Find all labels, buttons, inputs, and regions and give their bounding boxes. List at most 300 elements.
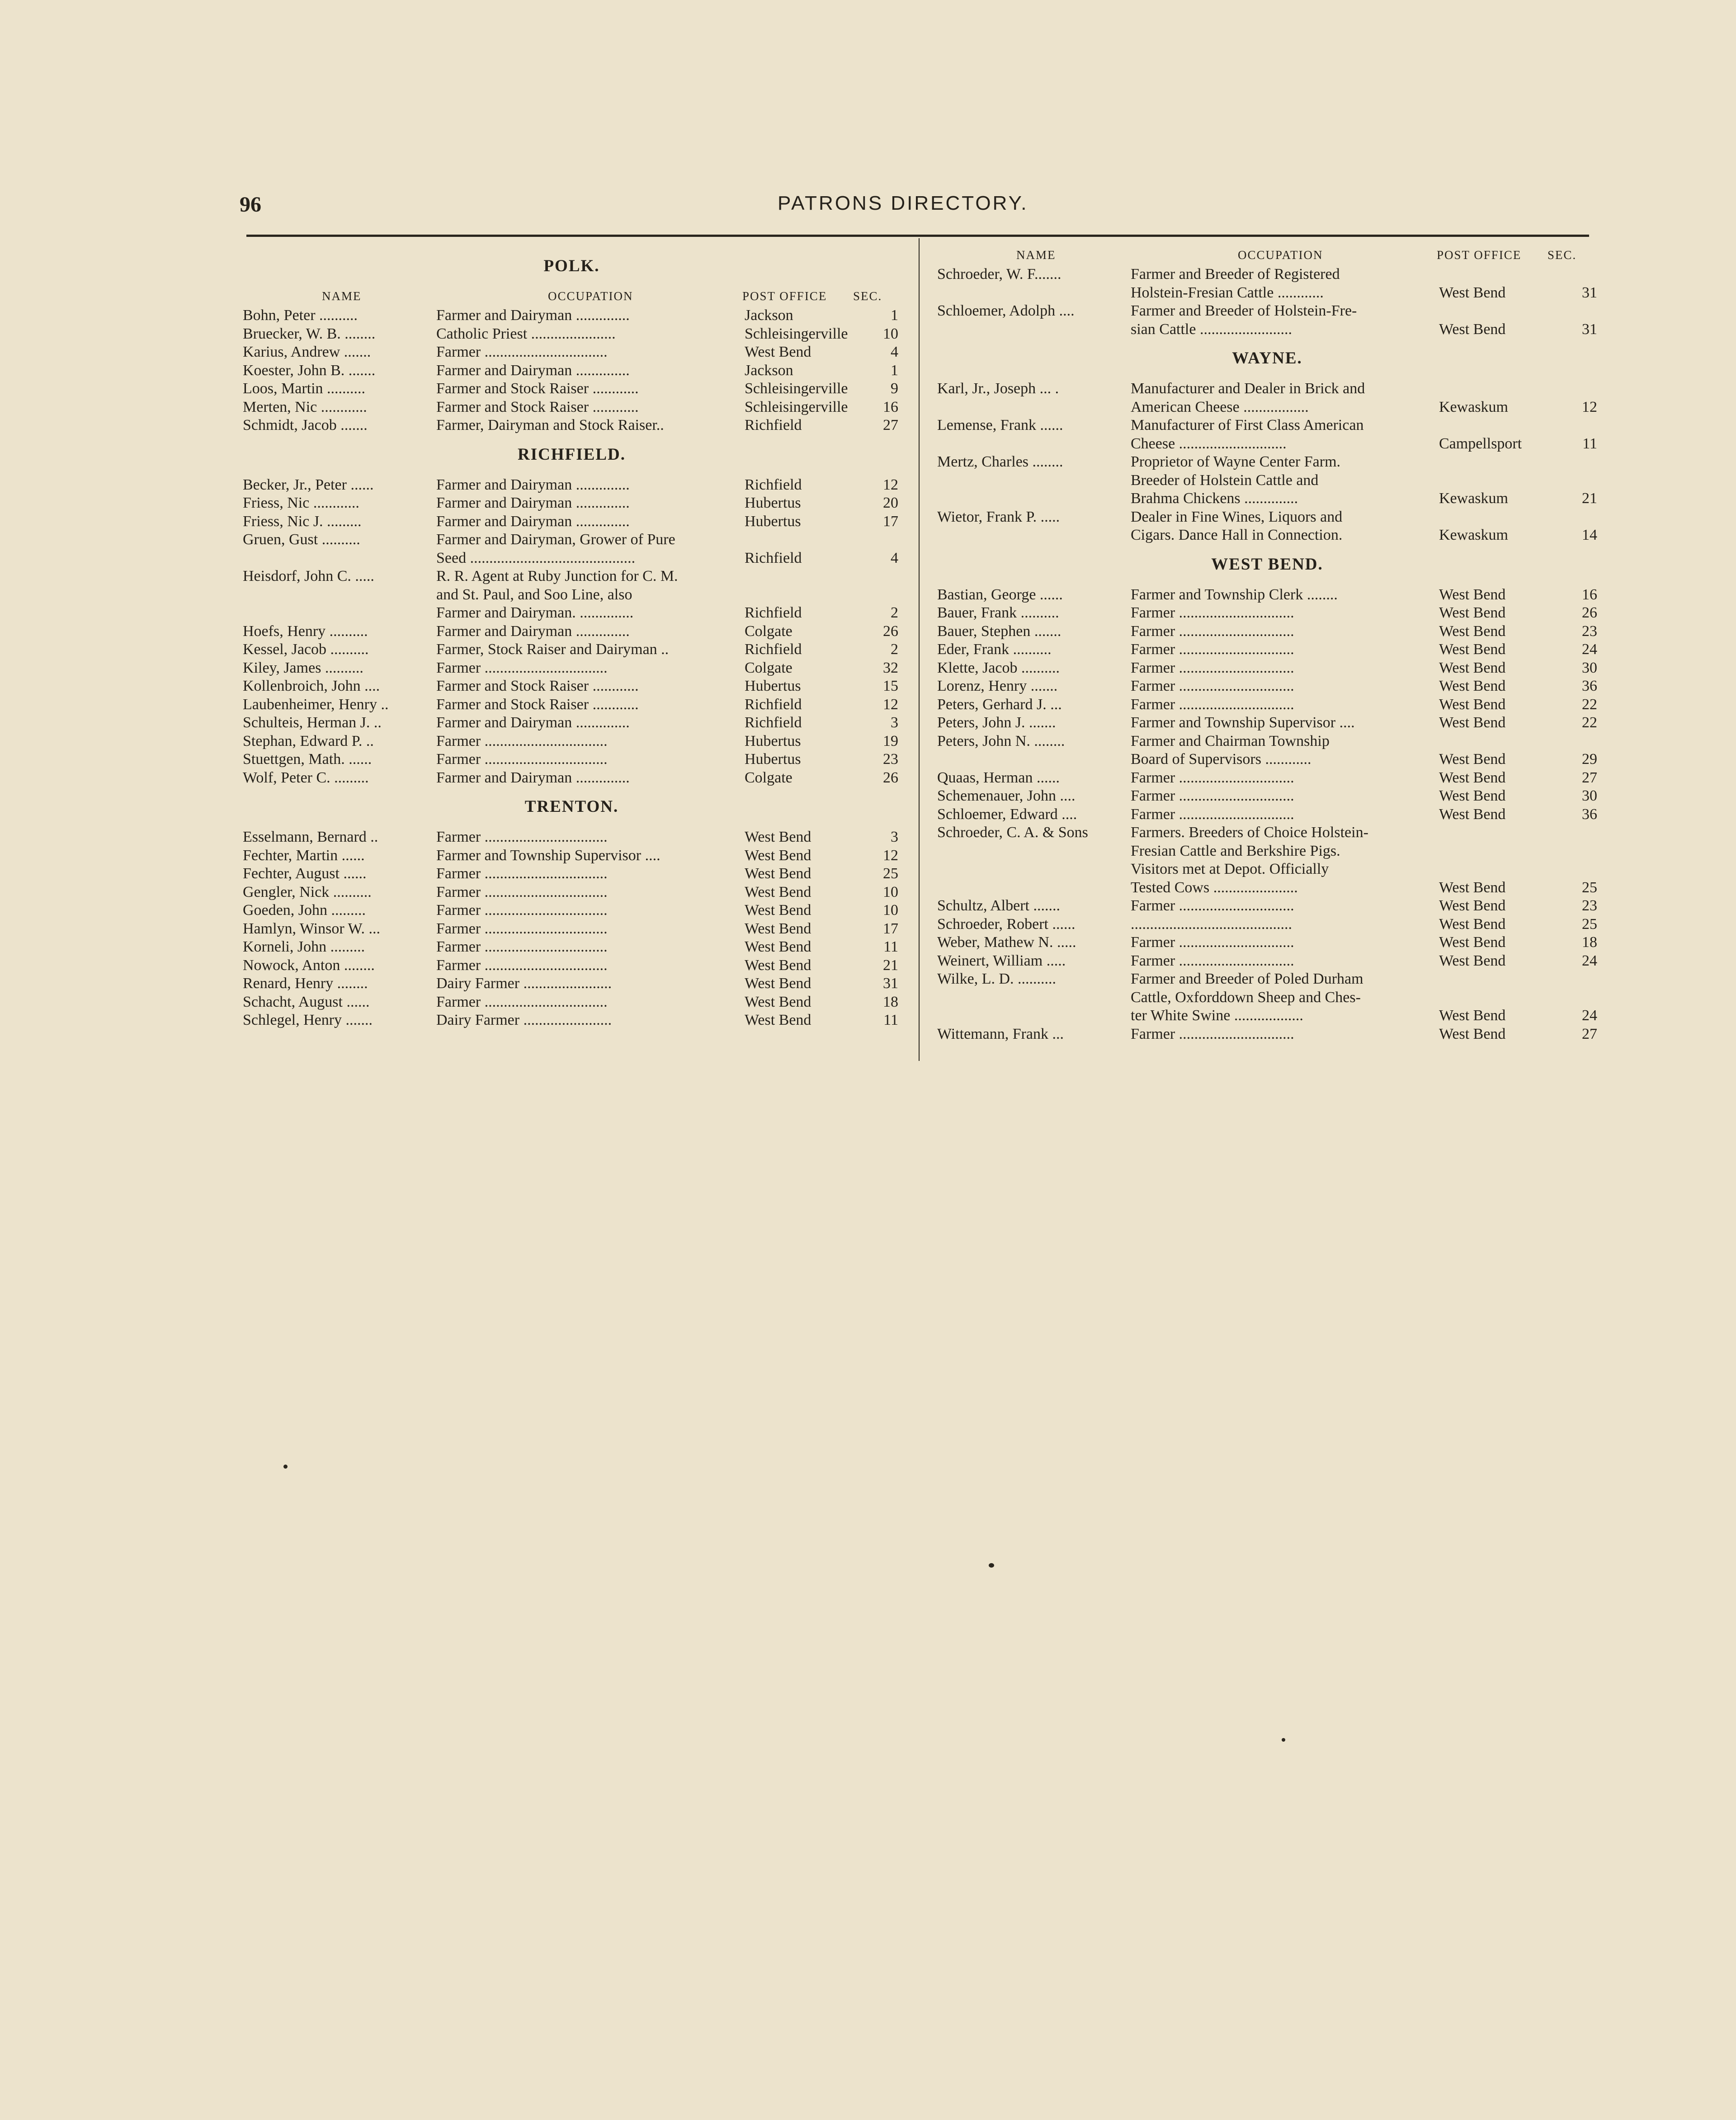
entry-section: 21 [1582,490,1597,507]
entry-name: Schlegel, Henry ....... [243,1012,373,1028]
directory-entry [243,975,901,993]
entry-section: 2 [891,641,898,658]
entry-occupation: .......................................... [1131,915,1292,933]
entry-name: Kiley, James .......... [243,659,363,676]
entry-section: 2 [891,604,898,621]
entry-occupation: Farmer ................................ [436,732,608,749]
entry-section: 15 [883,678,898,694]
entry-section: 18 [1582,934,1597,951]
entry-occupation: Catholic Priest ...................... [436,325,616,342]
entry-post-office: Colgate [745,659,793,676]
entry-section: 12 [883,847,898,864]
entry-post-office: Campellsport [1439,435,1522,452]
entry-name: Kessel, Jacob .......... [243,641,369,658]
entry-section: 16 [1582,586,1597,603]
entry-post-office: Colgate [745,769,793,786]
entry-post-office: West Bend [745,883,811,900]
entry-name: Quaas, Herman ...... [937,769,1060,786]
entry-post-office: West Bend [1439,678,1506,694]
running-header: PATRONS DIRECTORY. [778,192,1028,214]
entry-name: Renard, Henry ........ [243,975,368,992]
entry-section: 16 [883,398,898,415]
left-column [243,246,901,1030]
directory-entry [937,970,1597,1025]
entry-post-office: West Bend [745,847,811,864]
entry-occupation: Farmer .............................. [1131,622,1294,640]
entry-occupation: Farmer and Dairyman .............. [436,513,630,530]
directory-entry [243,938,901,956]
entry-name: Schroeder, Robert ...... [937,915,1076,933]
entry-section: 20 [883,495,898,511]
entry-section: 10 [883,325,898,342]
header-name: NAME [322,289,362,303]
entry-section: 17 [883,513,898,530]
entry-name: Wietor, Frank P. ..... [937,508,1060,525]
directory-entry [243,494,901,513]
entry-post-office: West Bend [1439,714,1506,731]
directory-entry [243,956,901,975]
entry-section: 30 [1582,659,1597,676]
entry-name: Gruen, Gust .......... [243,531,360,548]
entry-occupation: Farmer ................................ [436,993,608,1010]
entry-occupation: Farmer and Dairyman .............. [436,495,630,511]
directory-entry [243,306,901,325]
entry-section: 9 [891,380,898,397]
entry-name: Klette, Jacob .......... [937,659,1060,676]
entry-post-office: Jackson [745,362,793,379]
entry-name: Karius, Andrew ....... [243,344,371,360]
entry-occupation: Farmer .............................. [1131,897,1294,914]
ink-speck [283,1465,288,1469]
entry-name: Korneli, John ......... [243,938,365,955]
entry-section: 3 [891,829,898,845]
entry-occupation: Farmer and Breeder of Holstein-Fre- sian Cattle ........................ [1131,302,1357,338]
entry-section: 24 [1582,641,1597,658]
entry-name: Bohn, Peter .......... [243,307,358,324]
directory-entry [243,325,901,344]
directory-entry [937,806,1597,824]
directory-entry [937,769,1597,787]
entry-name: Loos, Martin .......... [243,380,366,397]
directory-entry [243,865,901,883]
entry-occupation: Farmer .............................. [1131,769,1294,786]
entry-name: Schemenauer, John .... [937,787,1076,804]
entry-occupation: Farmer ................................ [436,920,608,937]
right-column [937,246,1597,1043]
entry-post-office: West Bend [1439,934,1506,951]
entry-post-office: West Bend [745,902,811,919]
entry-occupation: Farmer and Dairyman .............. [436,769,630,786]
entry-post-office: West Bend [1439,604,1506,621]
entry-occupation: Farmer and Dairyman .............. [436,714,630,731]
header-post-office: POST OFFICE [742,289,827,303]
entry-post-office: Hubertus [745,732,801,749]
entry-name: Goeden, John ......... [243,902,366,919]
directory-entry [243,1011,901,1030]
entry-section: 26 [883,622,898,640]
entry-section: 12 [883,696,898,713]
entry-occupation: Farmer ................................ [436,829,608,845]
entry-occupation: Farmer and Township Supervisor .... [1131,714,1355,731]
entry-occupation: Farmer and Stock Raiser ............ [436,678,639,694]
directory-entry [243,622,901,641]
entry-post-office: West Bend [1439,1007,1506,1024]
entry-section: 1 [891,362,898,379]
entry-post-office: Hubertus [745,495,801,511]
entry-section: 25 [883,865,898,882]
header-rule [246,235,1589,237]
directory-entry [243,732,901,751]
entry-name: Nowock, Anton ........ [243,956,375,974]
entry-section: 31 [883,975,898,992]
entry-post-office: West Bend [745,938,811,955]
directory-entry [937,265,1597,302]
entry-post-office: West Bend [745,956,811,974]
entry-occupation: Farmer and Township Supervisor .... [436,847,660,864]
entry-post-office: West Bend [1439,769,1506,786]
directory-entry [937,915,1597,934]
entry-name: Schloemer, Adolph .... [937,302,1075,319]
entry-section: 36 [1582,806,1597,823]
entry-occupation: Farmer .............................. [1131,604,1294,621]
directory-entry [937,732,1597,769]
entry-post-office: West Bend [1439,284,1506,301]
entry-occupation: Dairy Farmer ....................... [436,1012,612,1028]
directory-entry [937,952,1597,970]
entry-post-office: Richfield [745,641,802,658]
entry-occupation: Farmer, Dairyman and Stock Raiser.. [436,417,664,433]
entry-post-office: Schleisingerville [745,398,848,415]
entry-post-office: Hubertus [745,513,801,530]
directory-entry [937,604,1597,622]
entry-name: Bauer, Frank .......... [937,604,1059,621]
directory-entry [937,824,1597,897]
entry-name: Kollenbroich, John .... [243,678,380,694]
header-occupation: OCCUPATION [1238,248,1323,262]
entry-occupation: Farmer and Breeder of Poled Durham Cattle, Oxforddown Sheep and Ches- ter White Swine .................. [1131,970,1363,1024]
entry-post-office: Richfield [745,714,802,731]
section-title: POLK. [543,257,600,275]
entry-name: Heisdorf, John C. ..... [243,568,374,584]
entry-name: Bastian, George ...... [937,586,1063,603]
column-headers [937,246,1597,265]
entry-post-office: Kewaskum [1439,490,1508,507]
entry-section: 14 [1582,527,1597,543]
entry-name: Peters, John N. ........ [937,732,1065,749]
entry-section: 3 [891,714,898,731]
entry-section: 17 [883,920,898,937]
entry-name: Gengler, Nick .......... [243,883,372,900]
entry-section: 31 [1582,284,1597,301]
directory-entry [937,1025,1597,1044]
entry-name: Schloemer, Edward .... [937,806,1077,823]
entry-section: 26 [1582,604,1597,621]
entry-section: 4 [891,549,898,566]
ink-speck [1282,1738,1285,1742]
entry-section: 1 [891,307,898,324]
entry-name: Esselmann, Bernard .. [243,829,378,845]
entry-post-office: Schleisingerville [745,380,848,397]
entry-section: 23 [1582,622,1597,640]
entry-name: Weinert, William ..... [937,952,1066,969]
directory-entry [243,380,901,398]
entry-post-office: West Bend [1439,879,1506,896]
entry-name: Mertz, Charles ........ [937,453,1063,470]
directory-entry [243,920,901,938]
entry-name: Fechter, August ...... [243,865,367,882]
entry-section: 21 [883,956,898,974]
entry-post-office: Richfield [745,696,802,713]
entry-occupation: Farmer and Stock Raiser ............ [436,398,639,415]
directory-entry [243,901,901,920]
entry-section: 23 [883,751,898,768]
entry-name: Friess, Nic J. ......... [243,513,362,530]
directory-entry [937,508,1597,545]
entry-occupation: Farmer and Breeder of Registered Holstein-Fresian Cattle ............ [1131,266,1340,301]
entry-post-office: Richfield [745,604,802,621]
directory-entry [937,641,1597,659]
directory-entry [937,696,1597,714]
directory-entry [243,659,901,678]
entry-post-office: Kewaskum [1439,398,1508,415]
entry-occupation: Manufacturer and Dealer in Brick and American Cheese ................. [1131,380,1365,415]
entry-section: 11 [1582,435,1597,452]
entry-occupation: Farmer .............................. [1131,952,1294,969]
entry-occupation: Farmer .............................. [1131,641,1294,658]
entry-name: Wolf, Peter C. ......... [243,769,369,786]
entry-post-office: Kewaskum [1439,527,1508,543]
entry-section: 27 [1582,769,1597,786]
entry-section: 25 [1582,915,1597,933]
entry-occupation: Farmer ................................ [436,902,608,919]
entry-occupation: Farmer ................................ [436,751,608,768]
entry-occupation: Farmer, Stock Raiser and Dairyman .. [436,641,669,658]
entry-name: Schultz, Albert ....... [937,897,1060,914]
entry-occupation: Farmer ................................ [436,344,608,360]
entry-occupation: Farmer and Chairman Township Board of Supervisors ............ [1131,732,1330,768]
directory-entry [243,476,901,495]
entry-occupation: Farmer ................................ [436,956,608,974]
entry-section: 11 [883,938,898,955]
column-divider [919,238,920,1061]
entry-post-office: West Bend [1439,787,1506,804]
directory-entry [243,531,901,567]
entry-section: 19 [883,732,898,749]
entry-name: Weber, Mathew N. ..... [937,934,1076,951]
entry-occupation: Farmer .............................. [1131,806,1294,823]
entry-post-office: Colgate [745,622,793,640]
entry-occupation: Proprietor of Wayne Center Farm. Breeder of Holstein Cattle and Brahma Chickens .............. [1131,453,1341,507]
directory-entry [243,714,901,732]
entry-post-office: West Bend [745,344,811,360]
entry-section: 24 [1582,952,1597,969]
directory-entry [937,714,1597,732]
header-sec: SEC. [1547,248,1577,262]
entry-post-office: West Bend [745,829,811,845]
entry-name: Stephan, Edward P. .. [243,732,374,749]
entry-name: Peters, John J. ....... [937,714,1056,731]
directory-entry [243,513,901,531]
entry-post-office: Richfield [745,417,802,433]
entry-section: 30 [1582,787,1597,804]
entry-name: Friess, Nic ............ [243,495,359,511]
column-headers [243,287,901,306]
directory-entry [243,993,901,1012]
directory-entry [243,828,901,847]
entry-section: 27 [1582,1025,1597,1042]
entry-name: Schroeder, W. F....... [937,266,1061,283]
entry-occupation: Farmer ................................ [436,659,608,676]
entry-name: Karl, Jr., Joseph ... . [937,380,1059,397]
entry-section: 10 [883,902,898,919]
entry-post-office: Jackson [745,307,793,324]
entry-name: Fechter, Martin ...... [243,847,365,864]
entry-occupation: Farmer .............................. [1131,678,1294,694]
entry-name: Wittemann, Frank ... [937,1025,1064,1042]
entry-section: 10 [883,883,898,900]
entry-section: 36 [1582,678,1597,694]
entry-occupation: Farmer and Dairyman, Grower of Pure Seed ........................................... [436,531,675,566]
header-sec: SEC. [853,289,882,303]
page-number: 96 [240,193,261,217]
directory-entry [243,416,901,435]
entry-section: 11 [883,1012,898,1028]
entry-section: 4 [891,344,898,360]
entry-section: 24 [1582,1007,1597,1024]
entry-name: Schroeder, C. A. & Sons [937,824,1088,841]
entry-post-office: West Bend [1439,641,1506,658]
section-title: WAYNE. [1232,349,1302,367]
entry-name: Bruecker, W. B. ........ [243,325,376,342]
entry-occupation: Dairy Farmer ....................... [436,975,612,992]
entry-name: Eder, Frank .......... [937,641,1052,658]
entry-occupation: Dealer in Fine Wines, Liquors and Cigars. Dance Hall in Connection. [1131,508,1343,543]
header-name: NAME [1016,248,1056,262]
directory-entry [243,641,901,659]
entry-post-office: West Bend [1439,622,1506,640]
entry-occupation: R. R. Agent at Ruby Junction for C. M. and St. Paul, and Soo Line, also Farmer and Dairyman. .............. [436,568,678,621]
entry-occupation: Farmer and Dairyman .............. [436,476,630,493]
entry-occupation: Farmer and Township Clerk ........ [1131,586,1338,603]
entry-name: Becker, Jr., Peter ...... [243,476,374,493]
entry-occupation: Farmer .............................. [1131,1025,1294,1042]
directory-entry [243,362,901,380]
entry-name: Schmidt, Jacob ....... [243,417,368,433]
entry-occupation: Farmer ................................ [436,883,608,900]
entry-post-office: West Bend [1439,696,1506,713]
entry-name: Koester, John B. ....... [243,362,376,379]
entry-post-office: West Bend [745,1012,811,1028]
entry-post-office: Hubertus [745,678,801,694]
entry-post-office: West Bend [1439,320,1506,338]
entry-occupation: Farmer .............................. [1131,659,1294,676]
entry-occupation: Manufacturer of First Class American Cheese ............................ [1131,417,1364,452]
directory-entry [937,622,1597,641]
entry-occupation: Farmer and Dairyman .............. [436,622,630,640]
entry-name: Lemense, Frank ...... [937,417,1063,433]
entry-post-office: West Bend [1439,1025,1506,1042]
entry-post-office: West Bend [1439,659,1506,676]
entry-section: 22 [1582,714,1597,731]
entry-section: 25 [1582,879,1597,896]
directory-entry [937,787,1597,806]
directory-entry [937,897,1597,915]
directory-entry [937,659,1597,678]
directory-entry [243,343,901,362]
entry-section: 22 [1582,696,1597,713]
entry-post-office: West Bend [1439,952,1506,969]
entry-name: Schulteis, Herman J. .. [243,714,382,731]
entry-post-office: West Bend [1439,751,1506,768]
entry-post-office: West Bend [745,865,811,882]
directory-entry [243,847,901,865]
entry-section: 32 [883,659,898,676]
entry-section: 27 [883,417,898,433]
entry-post-office: Richfield [745,549,802,566]
directory-entry [937,302,1597,339]
directory-entry [937,453,1597,508]
entry-post-office: West Bend [1439,897,1506,914]
entry-name: Hoefs, Henry .......... [243,622,368,640]
directory-entry [243,696,901,714]
directory-entry [937,416,1597,453]
entry-post-office: West Bend [1439,586,1506,603]
entry-section: 12 [883,476,898,493]
entry-name: Merten, Nic ............ [243,398,367,415]
directory-entry [937,380,1597,416]
header-occupation: OCCUPATION [548,289,633,303]
directory-entry [243,769,901,787]
entry-occupation: Farmer and Stock Raiser ............ [436,380,639,397]
entry-section: 12 [1582,398,1597,415]
entry-post-office: Hubertus [745,751,801,768]
directory-entry [243,567,901,622]
entry-post-office: West Bend [745,993,811,1010]
entry-section: 23 [1582,897,1597,914]
entry-section: 29 [1582,751,1597,768]
entry-name: Hamlyn, Winsor W. ... [243,920,381,937]
entry-post-office: Richfield [745,476,802,493]
entry-section: 18 [883,993,898,1010]
entry-name: Stuettgen, Math. ...... [243,751,372,768]
entry-occupation: Farmer .............................. [1131,787,1294,804]
section-title: TRENTON. [524,797,619,816]
ink-speck [989,1563,994,1568]
entry-name: Peters, Gerhard J. ... [937,696,1062,713]
entry-section: 31 [1582,320,1597,338]
entry-name: Schacht, August ...... [243,993,370,1010]
header-post-office: POST OFFICE [1437,248,1522,262]
entry-occupation: Farmer .............................. [1131,934,1294,951]
entry-post-office: West Bend [745,920,811,937]
entry-occupation: Farmer ................................ [436,865,608,882]
section-title: WEST BEND. [1211,555,1323,574]
entry-occupation: Farmer and Dairyman .............. [436,307,630,324]
entry-occupation: Farmer .............................. [1131,696,1294,713]
entry-occupation: Farmer ................................ [436,938,608,955]
entry-section: 26 [883,769,898,786]
entry-name: Bauer, Stephen ....... [937,622,1061,640]
directory-entry [937,933,1597,952]
entry-name: Laubenheimer, Henry .. [243,696,389,713]
entry-name: Wilke, L. D. .......... [937,970,1057,987]
entry-occupation: Farmer and Dairyman .............. [436,362,630,379]
directory-entry [243,398,901,417]
directory-entry [937,586,1597,604]
entry-post-office: West Bend [1439,915,1506,933]
entry-post-office: West Bend [1439,806,1506,823]
directory-entry [937,677,1597,696]
